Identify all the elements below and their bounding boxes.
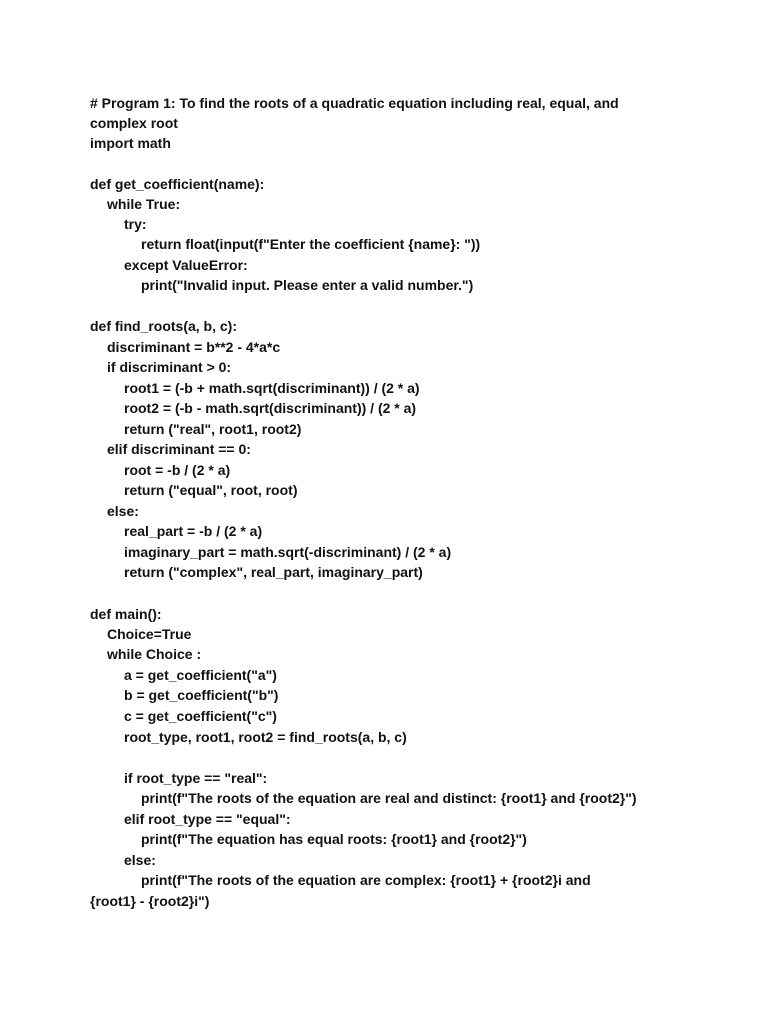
- code-line: {root1} - {root2}i"): [90, 893, 210, 909]
- code-line: real_part = -b / (2 * a): [124, 523, 263, 539]
- code-line: imaginary_part = math.sqrt(-discriminant) / (2 * a): [124, 544, 452, 560]
- code-line: if discriminant > 0:: [107, 359, 232, 375]
- comment-line-continued: complex root: [90, 115, 178, 131]
- code-line: except ValueError:: [124, 257, 248, 273]
- code-line: print(f"The roots of the equation are complex: {root1} + {root2}i and: [141, 872, 591, 888]
- code-line: else:: [107, 503, 139, 519]
- comment-line: # Program 1: To find the roots of a quadratic equation including real, equal, and: [90, 95, 619, 111]
- code-line: a = get_coefficient("a"): [124, 667, 277, 683]
- code-line: def get_coefficient(name):: [90, 176, 265, 192]
- code-line: return ("equal", root, root): [124, 482, 298, 498]
- code-line: root2 = (-b - math.sqrt(discriminant)) / (2 * a): [124, 400, 417, 416]
- code-line: def find_roots(a, b, c):: [90, 318, 237, 334]
- code-line: root1 = (-b + math.sqrt(discriminant)) / (2 * a): [124, 380, 420, 396]
- code-line: elif discriminant == 0:: [107, 441, 251, 457]
- code-line: if root_type == "real":: [124, 770, 268, 786]
- code-line: elif root_type == "equal":: [124, 811, 291, 827]
- code-line: try:: [124, 216, 147, 232]
- code-line: print("Invalid input. Please enter a valid number."): [141, 277, 474, 293]
- code-line: return float(input(f"Enter the coefficient {name}: ")): [141, 236, 481, 252]
- code-line: return ("complex", real_part, imaginary_part): [124, 564, 423, 580]
- code-line: while Choice :: [107, 646, 202, 662]
- code-line: while True:: [107, 196, 181, 212]
- code-line: root = -b / (2 * a): [124, 462, 231, 478]
- code-line: else:: [124, 852, 156, 868]
- code-line: c = get_coefficient("c"): [124, 708, 277, 724]
- code-line: root_type, root1, root2 = find_roots(a, b, c): [124, 729, 407, 745]
- import-line: import math: [90, 135, 171, 151]
- code-line: b = get_coefficient("b"): [124, 687, 279, 703]
- code-line: return ("real", root1, root2): [124, 421, 302, 437]
- code-line: print(f"The equation has equal roots: {root1} and {root2}"): [141, 831, 527, 847]
- code-line: discriminant = b**2 - 4*a*c: [107, 339, 281, 355]
- code-line: Choice=True: [107, 626, 192, 642]
- code-line: def main():: [90, 606, 162, 622]
- code-line: print(f"The roots of the equation are real and distinct: {root1} and {root2}"): [141, 790, 637, 806]
